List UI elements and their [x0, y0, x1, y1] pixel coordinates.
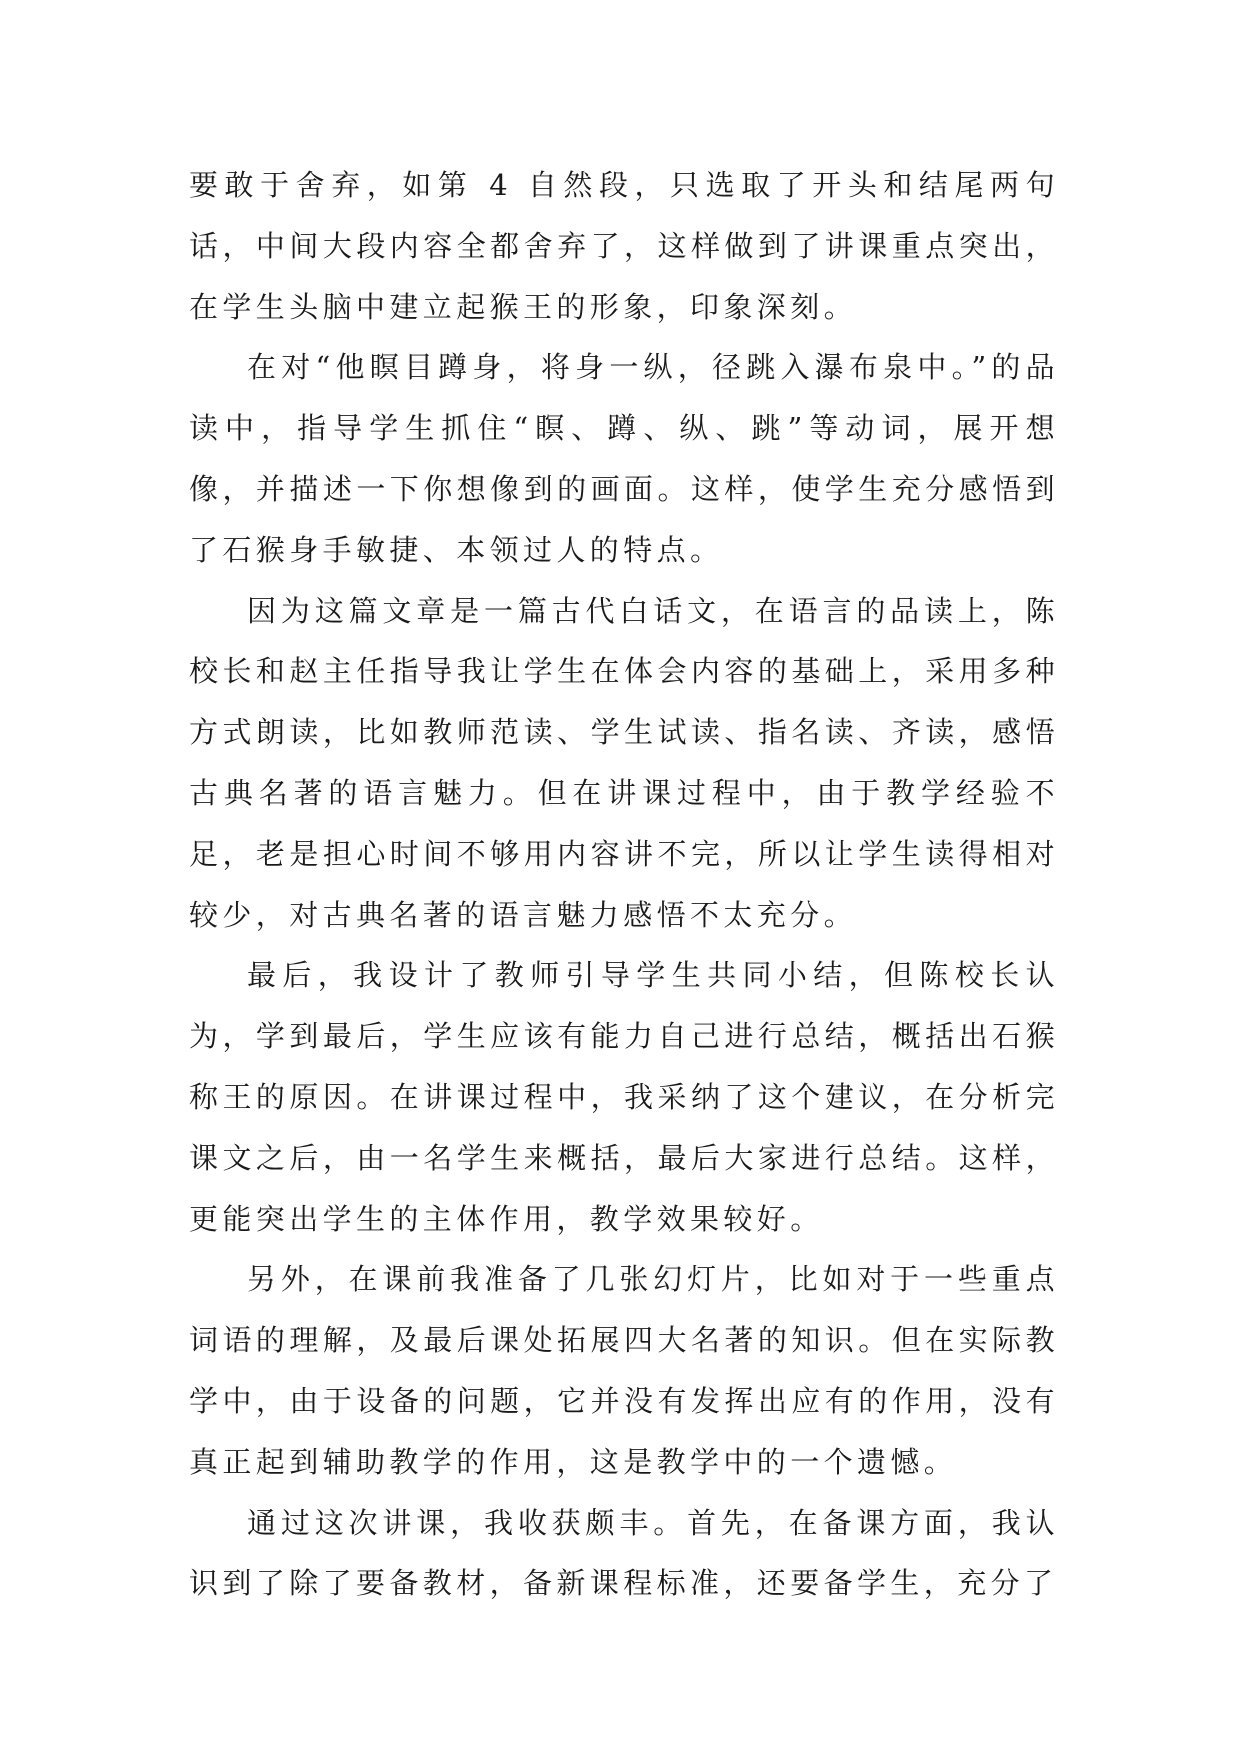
paragraph-2: 在对“他瞑目蹲身，将身一纵，径跳入瀑布泉中。”的品读中，指导学生抓住“瞑、蹲、纵、跳”等动词，展开想像，并描述一下你想像到的画面。这样，使学生充分感悟到了石猴身手敏捷、本领过人的特点。: [189, 350, 1059, 567]
paragraph-4: 最后，我设计了教师引导学生共同小结，但陈校长认为，学到最后，学生应该有能力自己进行总结，概括出石猴称王的原因。在讲课过程中，我采纳了这个建议，在分析完课文之后，由一名学生来概括，最后大家进行总结。这样，更能突出学生的主体作用，教学效果较好。: [189, 958, 1059, 1236]
paragraph-3: 因为这篇文章是一篇古代白话文，在语言的品读上，陈校长和赵主任指导我让学生在体会内容的基础上，采用多种方式朗读，比如教师范读、学生试读、指名读、齐读，感悟古典名著的语言魅力。但在讲课过程中，由于教学经验不足，老是担心时间不够用内容讲不完，所以让学生读得相对较少，对古典名著的语言魅力感悟不太充分。: [189, 593, 1059, 932]
paragraph-1: 要敢于舍弃，如第 4 自然段，只选取了开头和结尾两句话，中间大段内容全都舍弃了，这样做到了讲课重点突出，在学生头脑中建立起猴王的形象，印象深刻。: [189, 168, 1059, 324]
document-body: [189, 155, 1059, 1614]
paragraph-6: 通过这次讲课，我收获颇丰。首先，在备课方面，我认识到了除了要备教材，备新课程标准，还要备学生，充分了: [189, 1505, 1059, 1601]
paragraph-5: 另外，在课前我准备了几张幻灯片，比如对于一些重点词语的理解，及最后课处拓展四大名著的知识。但在实际教学中，由于设备的问题，它并没有发挥出应有的作用，没有真正起到辅助教学的作用，这是教学中的一个遗憾。: [189, 1262, 1059, 1479]
